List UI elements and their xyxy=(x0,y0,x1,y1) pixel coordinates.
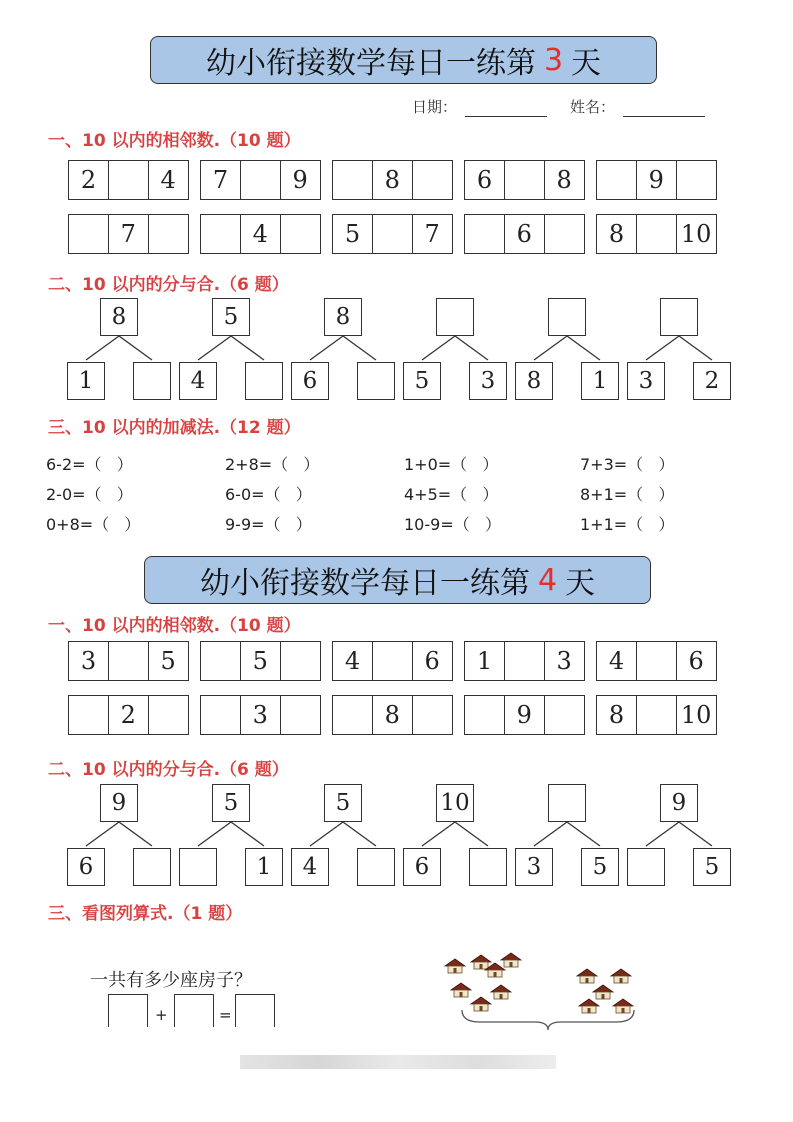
date-blank[interactable] xyxy=(465,102,547,117)
bond-line xyxy=(198,336,231,360)
sequence-number: 5 xyxy=(240,641,281,681)
sequence-number: 6 xyxy=(412,641,453,681)
day4-title: 幼小衔接数学每日一练第 xyxy=(199,566,530,601)
bond-line xyxy=(119,336,152,360)
bond-line xyxy=(231,336,264,360)
name-label: 姓名： xyxy=(570,98,616,116)
sequence-number: 5 xyxy=(332,214,373,254)
sequence-group xyxy=(332,695,453,735)
sequence-blank[interactable] xyxy=(636,641,677,681)
bond-total: 9 xyxy=(100,784,138,822)
equation[interactable]: 4+5=（ ） xyxy=(404,485,499,504)
sequence-blank[interactable] xyxy=(504,641,545,681)
equation[interactable]: 6-0=（ ） xyxy=(225,485,312,504)
sequence-blank[interactable] xyxy=(108,160,149,200)
bond-line xyxy=(86,336,119,360)
sequence-number: 5 xyxy=(148,641,189,681)
day3-day-number: 3 xyxy=(543,42,564,78)
bond-line xyxy=(86,822,119,846)
bond-part: 1 xyxy=(581,362,619,400)
bond-part: 6 xyxy=(291,362,329,400)
sequence-number: 7 xyxy=(412,214,453,254)
sequence-group xyxy=(68,160,189,200)
answer-box-1[interactable] xyxy=(108,994,148,1027)
sequence-group xyxy=(200,695,321,735)
bond-part-blank[interactable] xyxy=(357,362,395,400)
sequence-number: 10 xyxy=(676,695,717,735)
sequence-group xyxy=(200,160,321,200)
sequence-blank[interactable] xyxy=(108,641,149,681)
sequence-number: 4 xyxy=(148,160,189,200)
bond-total: 10 xyxy=(436,784,474,822)
bond-line xyxy=(567,336,600,360)
sequence-group xyxy=(596,695,717,735)
sequence-number: 4 xyxy=(240,214,281,254)
equation[interactable]: 8+1=（ ） xyxy=(580,485,675,504)
bond-part: 1 xyxy=(67,362,105,400)
bond-line xyxy=(534,336,567,360)
bond-part-blank[interactable] xyxy=(133,362,171,400)
sequence-blank[interactable] xyxy=(200,214,241,254)
house-icon xyxy=(578,998,600,1014)
sequence-number: 8 xyxy=(544,160,585,200)
day3-section3-heading: 三、10 以内的加减法.（12 题） xyxy=(48,418,301,438)
sequence-blank[interactable] xyxy=(68,214,109,254)
day3-section1-heading: 一、10 以内的相邻数.（10 题） xyxy=(48,131,301,151)
sequence-blank[interactable] xyxy=(332,160,373,200)
sequence-number: 9 xyxy=(636,160,677,200)
bond-part: 3 xyxy=(469,362,507,400)
bond-part-blank[interactable] xyxy=(469,848,507,886)
bond-total-blank[interactable] xyxy=(436,298,474,336)
bond-line xyxy=(679,336,712,360)
sequence-blank[interactable] xyxy=(464,214,505,254)
bond-line xyxy=(310,822,343,846)
date-label: 日期： xyxy=(412,98,458,116)
equation[interactable]: 2-0=（ ） xyxy=(46,485,133,504)
bond-total: 9 xyxy=(660,784,698,822)
sequence-group xyxy=(332,160,453,200)
bond-line xyxy=(119,822,152,846)
bond-line xyxy=(422,336,455,360)
equation[interactable]: 10-9=（ ） xyxy=(404,515,501,534)
bond-part: 1 xyxy=(245,848,283,886)
name-field xyxy=(570,96,705,117)
bond-part: 5 xyxy=(693,848,731,886)
answer-box-2[interactable] xyxy=(174,994,214,1027)
bond-line xyxy=(231,822,264,846)
sequence-number: 8 xyxy=(596,695,637,735)
sequence-group xyxy=(68,695,189,735)
sequence-group xyxy=(68,641,189,681)
sequence-blank[interactable] xyxy=(280,214,321,254)
bond-total: 8 xyxy=(324,298,362,336)
equation[interactable]: 1+1=（ ） xyxy=(580,515,675,534)
house-icon xyxy=(444,958,466,974)
sequence-group xyxy=(596,641,717,681)
sequence-group xyxy=(332,641,453,681)
sequence-blank[interactable] xyxy=(200,641,241,681)
sequence-group xyxy=(200,214,321,254)
day4-day-number: 4 xyxy=(537,562,558,598)
sequence-blank[interactable] xyxy=(464,695,505,735)
sequence-blank[interactable] xyxy=(676,160,717,200)
sequence-number: 8 xyxy=(372,695,413,735)
sequence-blank[interactable] xyxy=(280,695,321,735)
bond-total: 5 xyxy=(212,784,250,822)
sequence-number: 9 xyxy=(504,695,545,735)
bond-part: 6 xyxy=(67,848,105,886)
day4-title-end: 天 xyxy=(565,566,596,601)
name-blank[interactable] xyxy=(623,102,705,117)
bond-part: 2 xyxy=(693,362,731,400)
sequence-number: 6 xyxy=(464,160,505,200)
sequence-number: 8 xyxy=(596,214,637,254)
sequence-number: 2 xyxy=(108,695,149,735)
sequence-blank[interactable] xyxy=(148,695,189,735)
equation[interactable]: 7+3=（ ） xyxy=(580,455,675,474)
equation[interactable]: 9-9=（ ） xyxy=(225,515,312,534)
bond-total-blank[interactable] xyxy=(548,298,586,336)
sequence-number: 7 xyxy=(200,160,241,200)
sequence-blank[interactable] xyxy=(148,214,189,254)
bond-part-blank[interactable] xyxy=(627,848,665,886)
sequence-group xyxy=(464,695,585,735)
bond-line xyxy=(343,822,376,846)
sequence-group xyxy=(596,160,717,200)
bond-part-blank[interactable] xyxy=(245,362,283,400)
sequence-blank[interactable] xyxy=(280,641,321,681)
sequence-number: 3 xyxy=(544,641,585,681)
sequence-group xyxy=(464,214,585,254)
sequence-blank[interactable] xyxy=(412,695,453,735)
sequence-blank[interactable] xyxy=(544,214,585,254)
plus-sign: + xyxy=(155,1006,168,1024)
bond-line xyxy=(646,822,679,846)
bond-part: 4 xyxy=(179,362,217,400)
bond-part-blank[interactable] xyxy=(179,848,217,886)
sequence-group xyxy=(332,214,453,254)
bond-line xyxy=(534,822,567,846)
answer-box-3[interactable] xyxy=(235,994,275,1027)
day4-section1-heading: 一、10 以内的相邻数.（10 题） xyxy=(48,616,301,636)
sequence-number: 3 xyxy=(240,695,281,735)
equation[interactable]: 6-2=（ ） xyxy=(46,455,133,474)
day3-section2-heading: 二、10 以内的分与合.（6 题） xyxy=(48,275,289,295)
sequence-blank[interactable] xyxy=(332,695,373,735)
day3-title-banner xyxy=(150,36,657,84)
sequence-blank[interactable] xyxy=(68,695,109,735)
bond-line xyxy=(455,822,488,846)
sequence-blank[interactable] xyxy=(412,160,453,200)
house-icon xyxy=(610,968,632,984)
bond-part: 3 xyxy=(627,362,665,400)
bond-part: 8 xyxy=(515,362,553,400)
sequence-number: 4 xyxy=(596,641,637,681)
bond-line xyxy=(679,822,712,846)
bond-total: 5 xyxy=(212,298,250,336)
sequence-number: 7 xyxy=(108,214,149,254)
bond-line xyxy=(422,822,455,846)
sequence-blank[interactable] xyxy=(240,160,281,200)
house-icon xyxy=(490,984,512,1000)
sequence-number: 6 xyxy=(504,214,545,254)
sequence-blank[interactable] xyxy=(636,214,677,254)
bond-line xyxy=(455,336,488,360)
sequence-number: 9 xyxy=(280,160,321,200)
sequence-blank[interactable] xyxy=(200,695,241,735)
sequence-number: 6 xyxy=(676,641,717,681)
day3-title-end: 天 xyxy=(571,46,602,81)
bond-line xyxy=(646,336,679,360)
bond-total: 5 xyxy=(324,784,362,822)
bond-part-blank[interactable] xyxy=(133,848,171,886)
bond-line xyxy=(343,336,376,360)
sequence-number: 8 xyxy=(372,160,413,200)
bond-total-blank[interactable] xyxy=(548,784,586,822)
sequence-group xyxy=(464,160,585,200)
sequence-number: 10 xyxy=(676,214,717,254)
day4-section3-heading: 三、看图列算式.（1 题） xyxy=(48,904,243,924)
equation[interactable]: 0+8=（ ） xyxy=(46,515,141,534)
bond-line xyxy=(198,822,231,846)
sequence-blank[interactable] xyxy=(372,641,413,681)
sequence-number: 3 xyxy=(68,641,109,681)
house-icon xyxy=(484,962,506,978)
sequence-number: 2 xyxy=(68,160,109,200)
bond-part: 4 xyxy=(291,848,329,886)
sequence-group xyxy=(596,214,717,254)
sequence-number: 4 xyxy=(332,641,373,681)
watermark-strip xyxy=(240,1055,556,1069)
sequence-group xyxy=(200,641,321,681)
sequence-blank[interactable] xyxy=(596,160,637,200)
date-field xyxy=(412,96,547,117)
equation[interactable]: 2+8=（ ） xyxy=(225,455,320,474)
sequence-group xyxy=(464,641,585,681)
bond-part: 5 xyxy=(581,848,619,886)
day4-section2-heading: 二、10 以内的分与合.（6 题） xyxy=(48,760,289,780)
day3-title: 幼小衔接数学每日一练第 xyxy=(205,46,536,81)
bond-line xyxy=(567,822,600,846)
sequence-blank[interactable] xyxy=(544,695,585,735)
bond-total-blank[interactable] xyxy=(660,298,698,336)
bond-part: 5 xyxy=(403,362,441,400)
house-icon xyxy=(470,996,492,1012)
sequence-blank[interactable] xyxy=(504,160,545,200)
bond-total: 8 xyxy=(100,298,138,336)
day4-title-banner xyxy=(144,556,651,604)
bond-part: 6 xyxy=(403,848,441,886)
house-icon xyxy=(612,998,634,1014)
equals-sign: = xyxy=(219,1006,232,1024)
sequence-group xyxy=(68,214,189,254)
bond-part: 3 xyxy=(515,848,553,886)
bond-line xyxy=(310,336,343,360)
house-icon xyxy=(450,982,472,998)
house-question: 一共有多少座房子？ xyxy=(90,970,252,991)
sequence-number: 1 xyxy=(464,641,505,681)
house-icon xyxy=(576,968,598,984)
sequence-blank[interactable] xyxy=(636,695,677,735)
equation[interactable]: 1+0=（ ） xyxy=(404,455,499,474)
sequence-blank[interactable] xyxy=(372,214,413,254)
bond-part-blank[interactable] xyxy=(357,848,395,886)
